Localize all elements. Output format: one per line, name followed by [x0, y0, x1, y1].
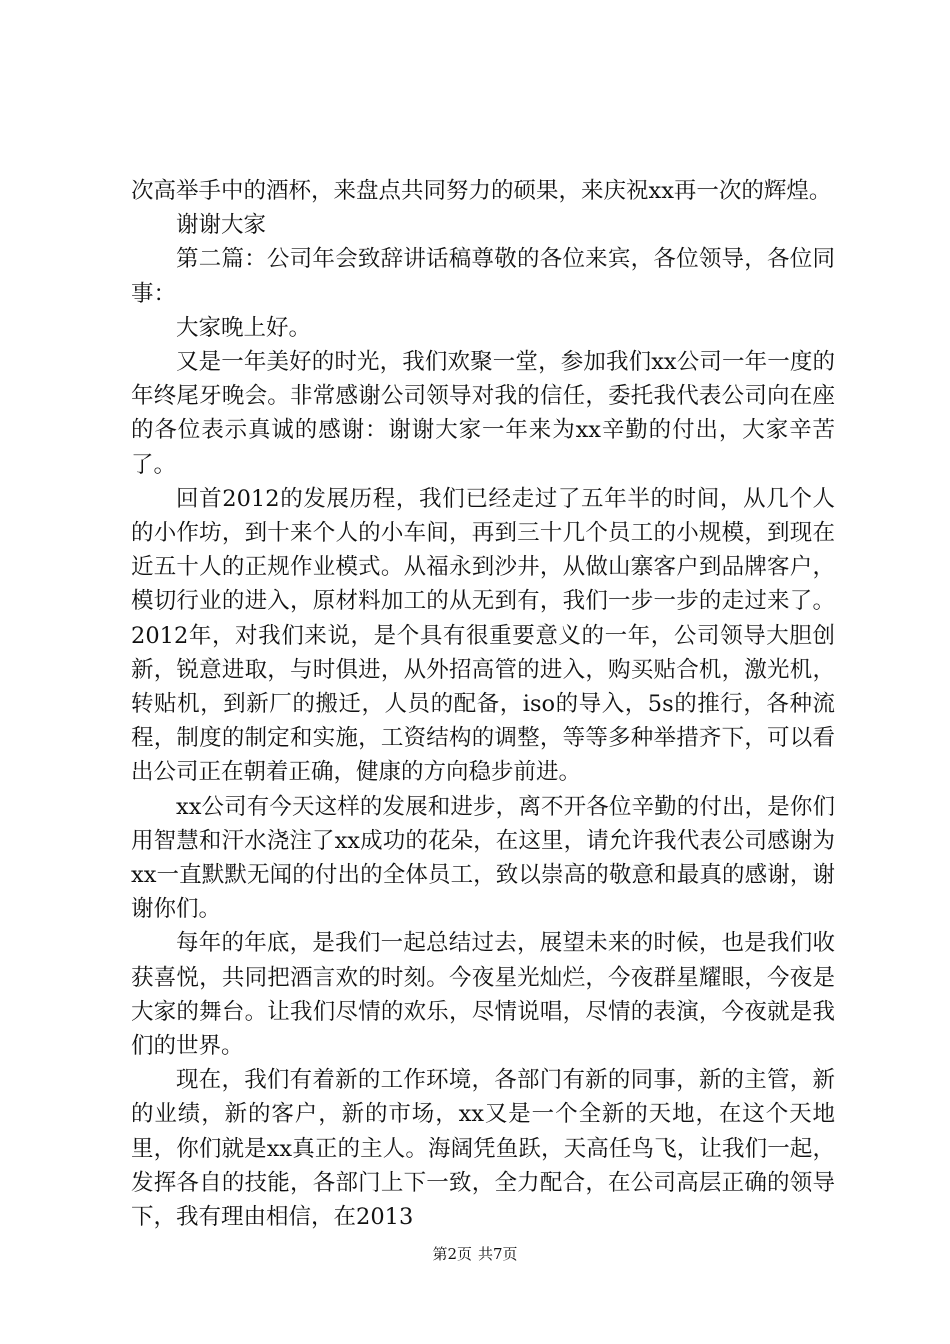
page-total: 共7页	[478, 1245, 518, 1263]
paragraph: 谢谢大家	[176, 212, 267, 239]
paragraph: 回首2012的发展历程，我们已经走过了五年半的时间，从几个人的小作坊，到十来个人的小车间，再到三十几个员工的小规模，到现在近五十人的正规作业模式。从福永到沙井，从做山寨客户到品牌客户，模切行业的进入，原材料加工的从无到有，我们一步一步的走过来了。2012年，对我们来说，是个具有很重要意义的一年，公司领导大胆创新，锐意进取，与时俱进，从外招高管的进入，购买贴合机，激光机，转贴机，到新厂的搬迁，人员的配备，iso的导入，5s的推行，各种流程，制度的制定和实施，工资结构的调整，等等多种举措齐下，可以看出公司正在朝着正确，健康的方向稳步前进。	[131, 485, 835, 786]
paragraph: 每年的年底，是我们一起总结过去，展望未来的时候，也是我们收获喜悦，共同把酒言欢的时刻。今夜星光灿烂，今夜群星耀眼，今夜是大家的舞台。让我们尽情的欢乐，尽情说唱，尽情的表演，今夜就是我们的世界。	[131, 930, 835, 1060]
paragraph: xx公司有今天这样的发展和进步，离不开各位辛勤的付出，是你们用智慧和汗水浇注了xx成功的花朵，在这里，请允许我代表公司感谢为xx一直默默无闻的付出的全体员工，致以崇高的敬意和最真的感谢，谢谢你们。	[131, 793, 835, 923]
document-body	[131, 174, 835, 1234]
paragraph: 又是一年美好的时光，我们欢聚一堂，参加我们xx公司一年一度的年终尾牙晚会。非常感谢公司领导对我的信任，委托我代表公司向在座的各位表示真诚的感谢：谢谢大家一年来为xx辛勤的付出，大家辛苦了。	[131, 349, 835, 478]
paragraph: 第二篇：公司年会致辞讲话稿尊敬的各位来宾，各位领导，各位同事：	[131, 246, 835, 307]
page-footer	[0, 1244, 950, 1264]
paragraph: 现在，我们有着新的工作环境，各部门有新的同事，新的主管，新的业绩，新的客户，新的市场，xx又是一个全新的天地，在这个天地里，你们就是xx真正的主人。海阔凭鱼跃，天高任鸟飞，让我们一起，发挥各自的技能，各部门上下一致，全力配合，在公司高层正确的领导下，我有理由相信，在2013	[131, 1067, 835, 1231]
page-number: 第2页	[432, 1245, 472, 1263]
paragraph: 次高举手中的酒杯，来盘点共同努力的硕果，来庆祝xx再一次的辉煌。	[131, 178, 832, 204]
paragraph: 大家晚上好。	[176, 314, 312, 341]
